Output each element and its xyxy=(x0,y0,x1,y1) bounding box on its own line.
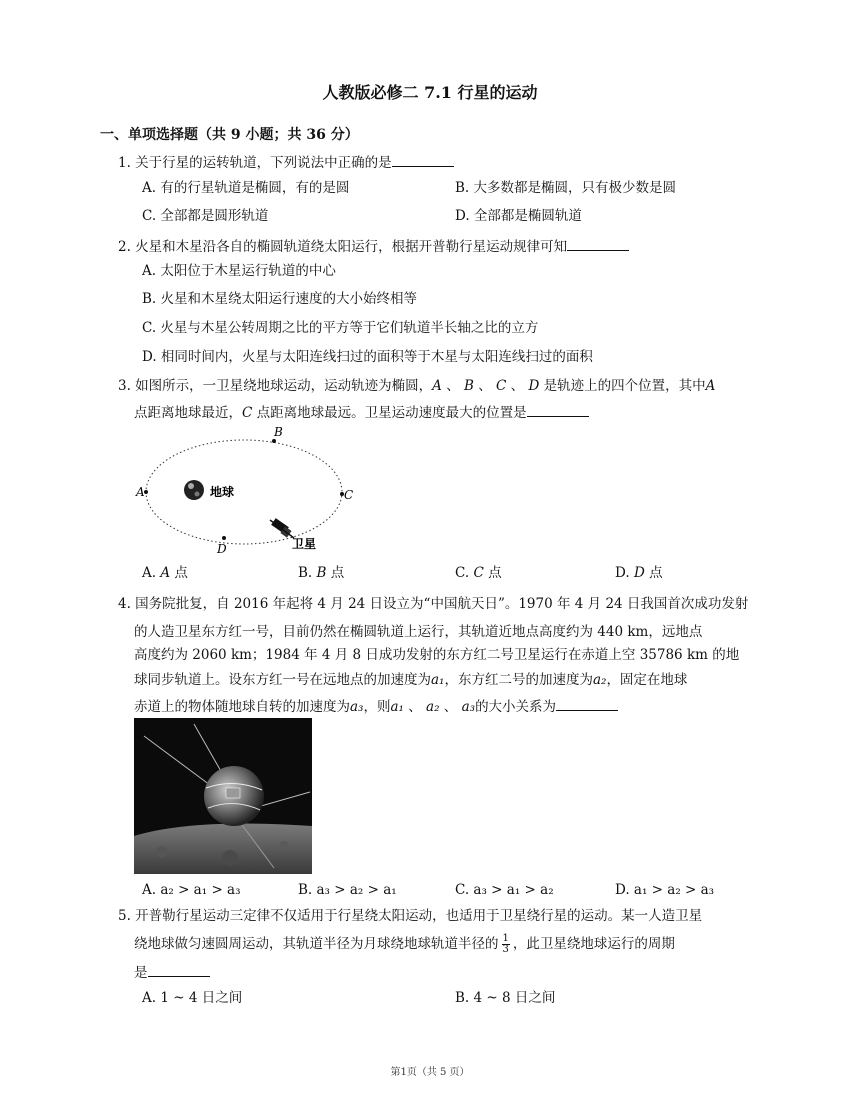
orbit-ellipse xyxy=(146,440,342,544)
point-c-label: C xyxy=(344,488,354,502)
point-a-label: A xyxy=(136,485,145,499)
question-1-stem: 1. 关于行星的运转轨道，下列说法中正确的是 xyxy=(118,152,454,173)
answer-blank xyxy=(567,236,629,251)
point-d-marker xyxy=(222,536,226,540)
earth-icon xyxy=(184,480,204,500)
q3-option-a: A. A 点 xyxy=(142,565,188,581)
point-d-label: D xyxy=(217,542,227,556)
answer-blank xyxy=(556,696,618,711)
q2-option-a: A. 太阳位于木星运行轨道的中心 xyxy=(142,263,336,279)
q1-option-c: C. 全部都是圆形轨道 xyxy=(142,208,269,224)
q5-option-a: A. 1 ~ 4 日之间 xyxy=(142,990,243,1006)
question-5-line-2: 绕地球做匀速圆周运动，其轨道半径为月球绕地球轨道半径的 $\frac{1}{3}$ ，此卫星绕地球运行的周期 xyxy=(134,933,675,955)
answer-blank xyxy=(148,962,210,977)
question-4-line-4: 球同步轨道上。设东方红一号在远地点的加速度为a₁，东方红二号的加速度为a₂，固定在地球 xyxy=(134,672,688,688)
page-footer: 第1页（共 5 页） xyxy=(390,1067,470,1078)
q2-option-d: D. 相同时间内，火星与太阳连线扫过的面积等于木星与太阳连线扫过的面积 xyxy=(142,349,593,365)
question-3-line-2: 点距离地球最近，C 点距离地球最远。卫星运动速度最大的位置是 xyxy=(134,402,589,423)
satellite-photo xyxy=(134,718,312,874)
q1-option-b: B. 大多数都是椭圆，只有极少数是圆 xyxy=(455,180,677,196)
page-title: 人教版必修二 7.1 行星的运动 xyxy=(322,83,538,102)
q2-option-b: B. 火星和木星绕太阳运行速度的大小始终相等 xyxy=(142,291,418,307)
satellite-icon xyxy=(270,518,294,538)
answer-blank xyxy=(392,152,454,167)
q4-option-b: B. a₃ > a₂ > a₁ xyxy=(298,882,397,898)
question-3-line-1: 3. 如图所示，一卫星绕地球运动，运动轨迹为椭圆，A 、 B 、 C 、 D 是轨迹上的四个位置，其中A xyxy=(118,378,716,394)
question-5-line-3: 是 xyxy=(134,962,210,983)
q5-option-b: B. 4 ~ 8 日之间 xyxy=(455,990,556,1006)
q2-option-c: C. 火星与木星公转周期之比的平方等于它们轨道半长轴之比的立方 xyxy=(142,320,539,336)
orbit-diagram xyxy=(134,424,364,556)
fraction-one-third: $\frac{1}{3}$ xyxy=(502,933,509,955)
q4-option-d: D. a₁ > a₂ > a₃ xyxy=(615,882,715,898)
question-4-line-2: 的人造卫星东方红一号，目前仍然在椭圆轨道上运行，其轨道近地点高度约为 440 km，远地点 xyxy=(134,624,703,640)
point-b-marker xyxy=(272,439,276,443)
q1-option-d: D. 全部都是椭圆轨道 xyxy=(455,208,582,224)
q1-option-a: A. 有的行星轨道是椭圆，有的是圆 xyxy=(142,180,350,196)
q3-option-d: D. D 点 xyxy=(615,565,663,581)
earth-label: 地球 xyxy=(210,485,235,499)
q4-option-c: C. a₃ > a₁ > a₂ xyxy=(455,882,554,898)
satellite-label: 卫星 xyxy=(292,537,317,551)
question-2-stem: 2. 火星和木星沿各自的椭圆轨道绕太阳运行，根据开普勒行星运动规律可知 xyxy=(118,236,629,257)
question-4-line-3: 高度约为 2060 km；1984 年 4 月 8 日成功发射的东方红二号卫星运行在赤道上空 35786 km 的地 xyxy=(134,647,740,663)
q4-option-a: A. a₂ > a₁ > a₃ xyxy=(142,882,241,898)
q3-option-c: C. C 点 xyxy=(455,565,502,581)
point-b-label: B xyxy=(274,425,283,439)
question-5-line-1: 5. 开普勒行星运动三定律不仅适用于行星绕太阳运动，也适用于卫星绕行星的运动。某一人造卫星 xyxy=(118,908,703,924)
question-4-line-5: 赤道上的物体随地球自转的加速度为a₃，则a₁ 、 a₂ 、 a₃的大小关系为 xyxy=(134,696,618,717)
answer-blank xyxy=(527,402,589,417)
question-4-line-1: 4. 国务院批复，自 2016 年起将 4 月 24 日设立为“中国航天日”。1970 年 4 月 24 日我国首次成功发射 xyxy=(118,596,749,612)
q3-option-b: B. B 点 xyxy=(298,565,345,581)
section-heading: 一、单项选择题（共 9 小题；共 36 分） xyxy=(100,127,359,143)
